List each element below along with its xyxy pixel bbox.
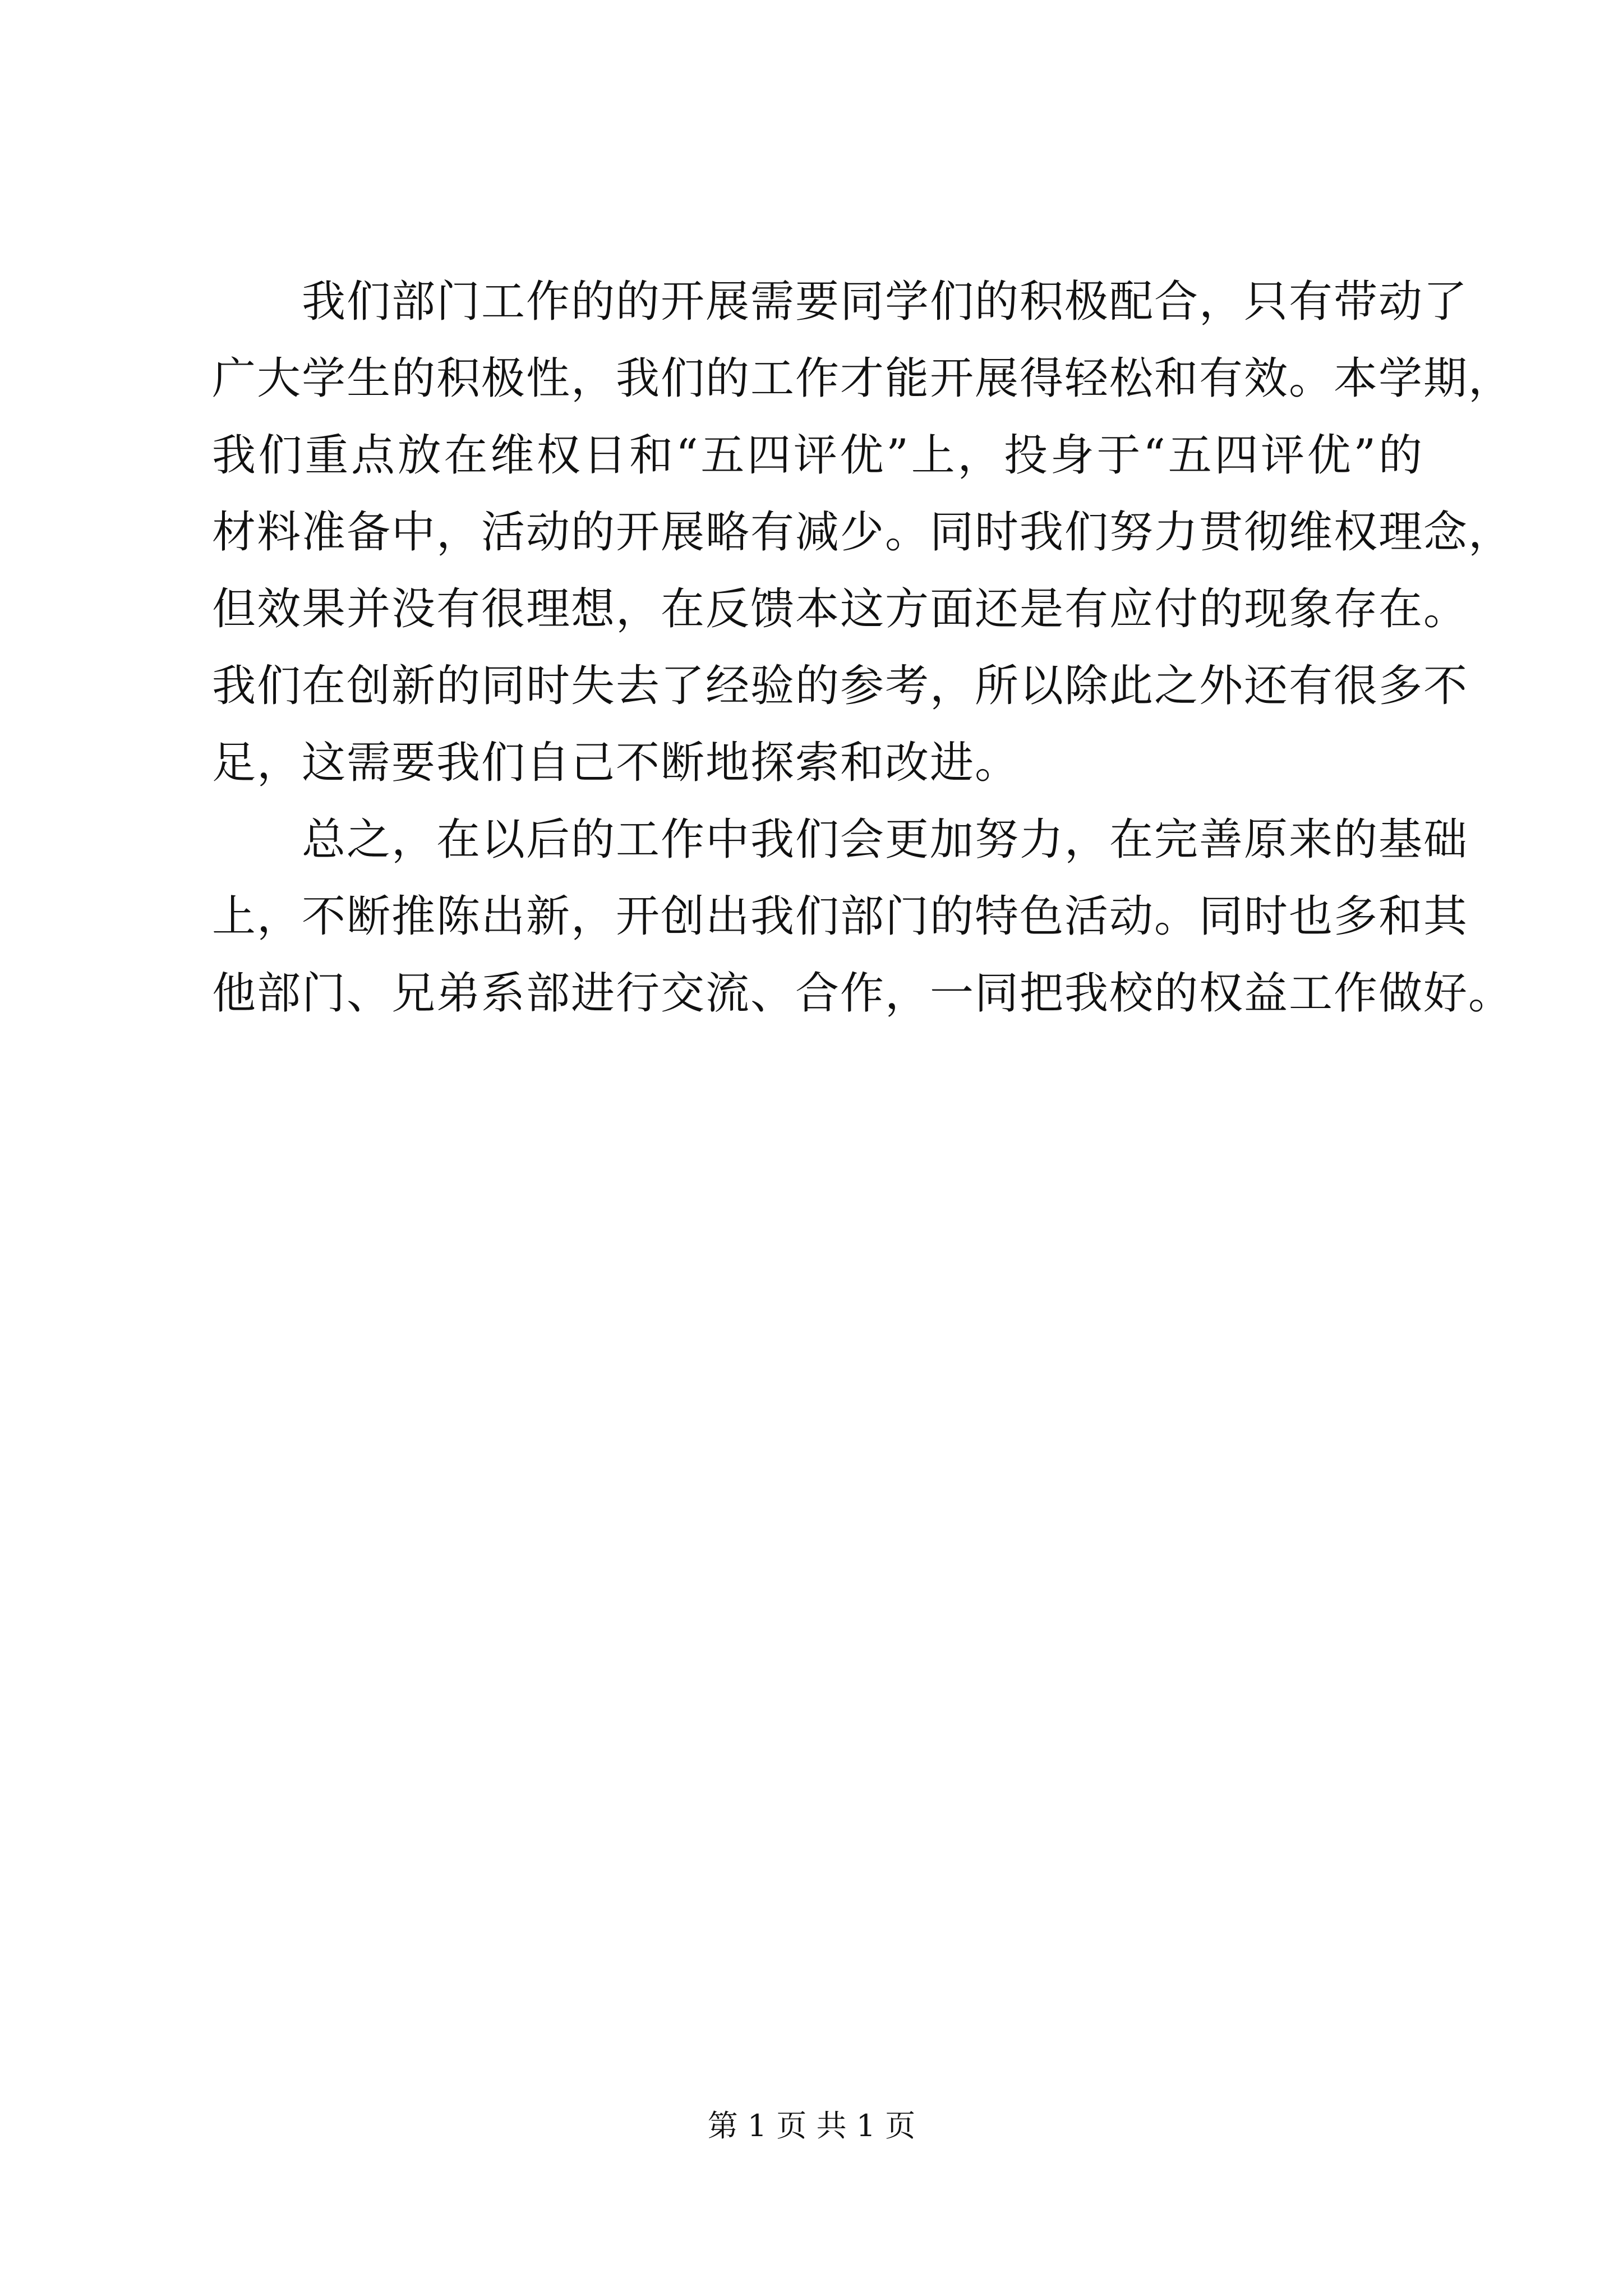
paragraph-1-line-6: 我们在创新的同时失去了经验的参考，所以除此之外还有很多不 [212,661,1469,711]
paragraph-1-line-2: 广大学生的积极性，我们的工作才能开展得轻松和有效。本学期， [212,353,1514,404]
paragraph-1-line-1: 我们部门工作的的开展需要同学们的积极配合，只有带动了 [302,277,1469,327]
paragraph-1-line-4: 材料准备中，活动的开展略有减少。同时我们努力贯彻维权理念， [212,507,1514,558]
paragraph-2-line-1: 总之，在以后的工作中我们会更加努力，在完善原来的基础 [302,815,1469,865]
paragraph-2-line-2: 上，不断推陈出新，开创出我们部门的特色活动。同时也多和其 [212,891,1469,942]
paragraph-1-line-5: 但效果并没有很理想，在反馈本这方面还是有应付的现象存在。 [212,584,1469,634]
paragraph-2-line-3: 他部门、兄弟系部进行交流、合作，一同把我校的权益工作做好。 [212,968,1514,1019]
page-number-footer: 第 1 页 共 1 页 [707,2108,916,2143]
document-body [212,264,1514,1032]
paragraph-1-line-7: 足，这需要我们自己不断地探索和改进。 [212,738,1020,788]
paragraph-1-line-3: 我们重点放在维权日和“五四评优”上，投身于“五四评优”的 [212,430,1423,481]
